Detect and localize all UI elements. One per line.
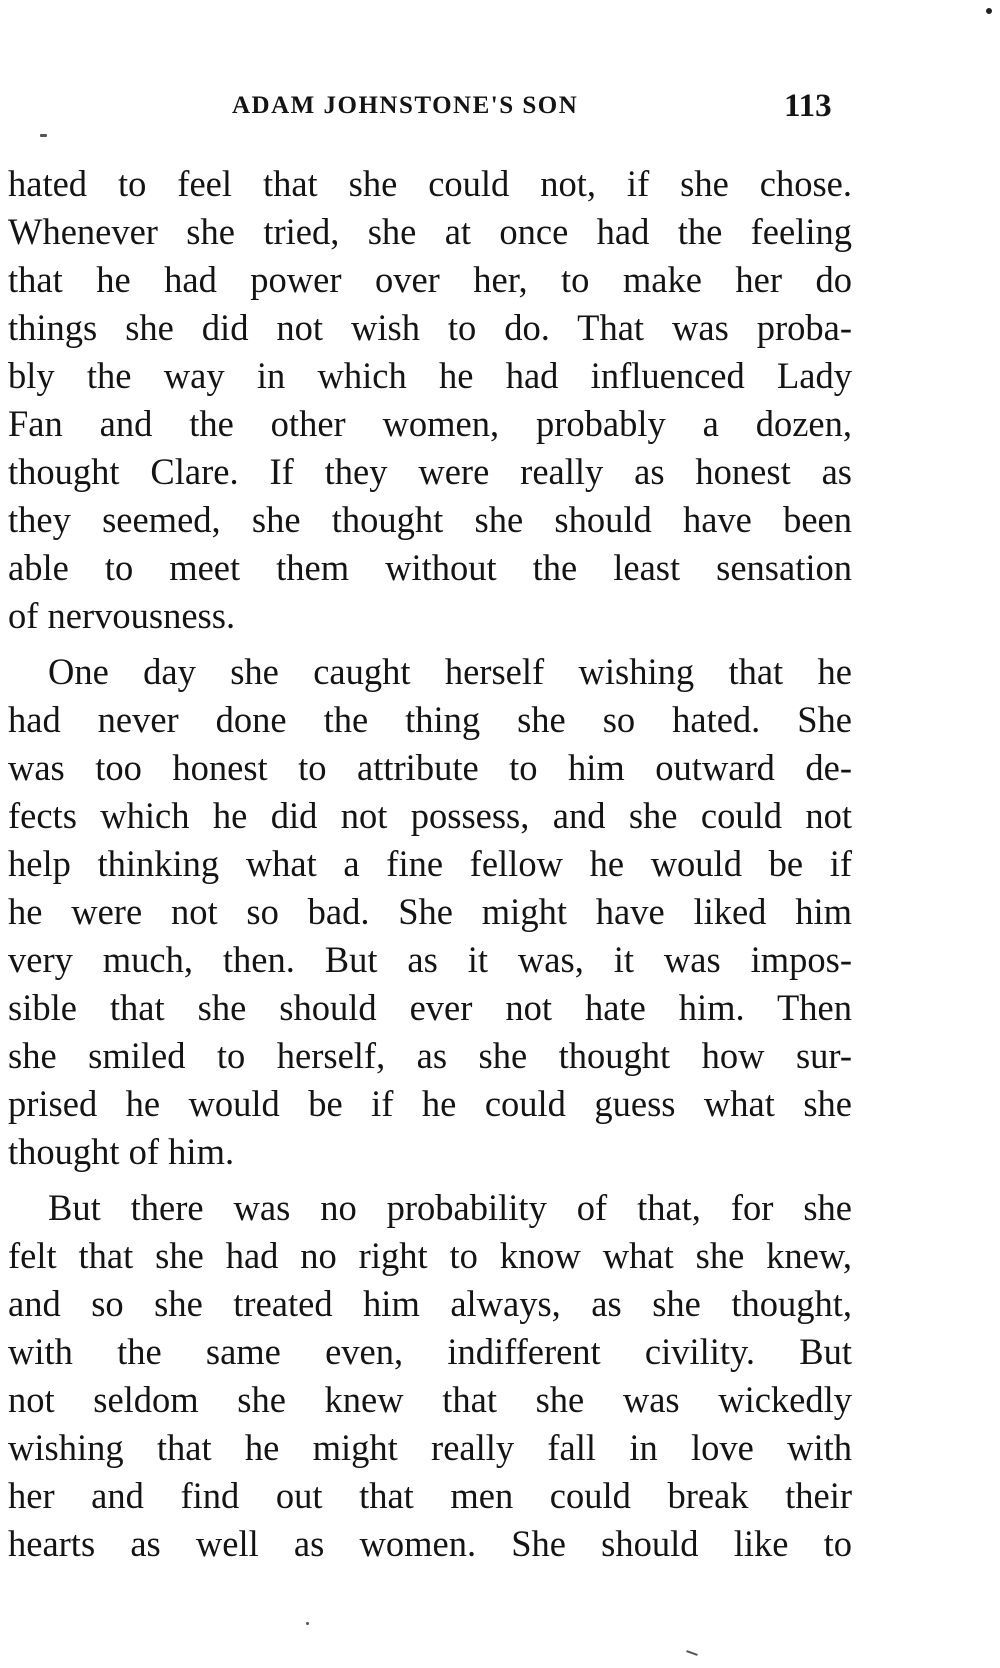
- text-line: had never done the thing she so hated. She: [8, 699, 852, 740]
- scan-speck: [686, 1650, 698, 1656]
- text-line: help thinking what a fine fellow he would be if: [8, 843, 852, 884]
- paragraph-1: [8, 160, 852, 640]
- body-text: [8, 160, 852, 1568]
- text-line: fects which he did not possess, and she could not: [8, 795, 852, 836]
- text-line: able to meet them without the least sensation: [8, 547, 852, 588]
- text-line: Fan and the other women, probably a dozen,: [8, 403, 852, 444]
- text-line: that he had power over her, to make her do: [8, 259, 852, 300]
- text-line: hearts as well as women. She should like to: [8, 1523, 852, 1564]
- text-line: One day she caught herself wishing that he: [48, 651, 852, 692]
- text-line: her and find out that men could break their: [8, 1475, 852, 1516]
- text-line: prised he would be if he could guess what she: [8, 1083, 852, 1124]
- text-line: thought of him.: [8, 1131, 235, 1172]
- running-head: [0, 88, 860, 128]
- text-line: wishing that he might really fall in love with: [8, 1427, 852, 1468]
- text-line: with the same even, indifferent civility. But: [8, 1331, 852, 1372]
- page-number: 113: [784, 88, 832, 124]
- text-line: Whenever she tried, she at once had the feeling: [8, 211, 852, 252]
- text-line: not seldom she knew that she was wickedly: [8, 1379, 852, 1420]
- text-line: But there was no probability of that, for she: [48, 1187, 852, 1228]
- paragraph-3: [8, 1184, 852, 1568]
- text-line: and so she treated him always, as she thought,: [8, 1283, 852, 1324]
- text-line: he were not so bad. She might have liked him: [8, 891, 852, 932]
- running-title: ADAM JOHNSTONE'S SON: [232, 92, 579, 119]
- text-line: they seemed, she thought she should have been: [8, 499, 852, 540]
- scan-speck: [306, 1622, 309, 1625]
- text-line: was too honest to attribute to him outward de-: [8, 747, 852, 788]
- text-line: things she did not wish to do. That was proba-: [8, 307, 852, 348]
- text-line: thought Clare. If they were really as honest as: [8, 451, 852, 492]
- text-line: she smiled to herself, as she thought how sur-: [8, 1035, 852, 1076]
- scan-speck: [986, 8, 992, 14]
- text-line: very much, then. But as it was, it was impos-: [8, 939, 852, 980]
- text-line: bly the way in which he had influenced Lady: [8, 355, 852, 396]
- text-line: hated to feel that she could not, if she chose.: [8, 163, 852, 204]
- scan-speck: [40, 134, 47, 137]
- paragraph-2: [8, 648, 852, 1176]
- text-line: sible that she should ever not hate him. Then: [8, 987, 852, 1028]
- text-line: felt that she had no right to know what she knew,: [8, 1235, 852, 1276]
- text-line: of nervousness.: [8, 595, 236, 636]
